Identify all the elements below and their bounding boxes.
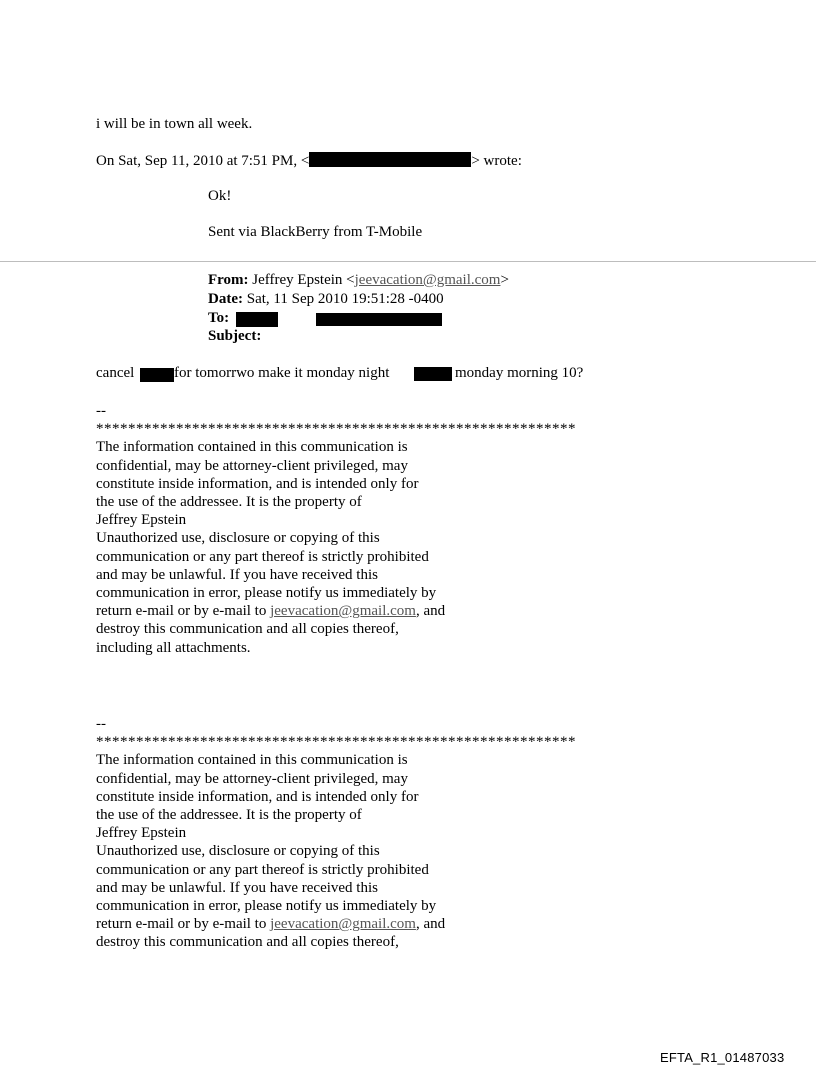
disclaimer-line: communication or any part thereof is strictly prohibited <box>96 861 429 878</box>
disclaimer-return-suffix: , and <box>415 916 446 933</box>
disclaimer-email-link[interactable]: jeevacation@gmail.com <box>270 603 416 620</box>
disclaimer-line: the use of the addressee. It is the property of <box>96 807 362 824</box>
disclaimer-line: and may be unlawful. If you have received this <box>96 879 378 896</box>
body-for-tomorrow: for tomorrwo make it monday night <box>174 365 390 381</box>
bates-number: EFTA_R1_01487033 <box>660 1050 785 1065</box>
disclaimer-stars: ************************************************************ <box>96 421 576 438</box>
disclaimer-return-prefix: return e-mail or by e-mail to <box>96 603 271 620</box>
from-label: From: <box>208 272 249 288</box>
quote-header-suffix: > wrote: <box>471 153 522 169</box>
disclaimer-email-link[interactable]: jeevacation@gmail.com <box>270 916 416 933</box>
disclaimer-line: confidential, may be attorney-client privileged, may <box>96 457 408 474</box>
quoted-ok: Ok! <box>208 188 232 204</box>
disclaimer-line: Unauthorized use, disclosure or copying of this <box>96 843 380 860</box>
from-close: > <box>500 272 509 288</box>
body-monday-morning: monday morning 10? <box>455 365 584 381</box>
header-date <box>208 291 444 308</box>
divider-line <box>0 261 816 262</box>
disclaimer-line: and may be unlawful. If you have received this <box>96 566 378 583</box>
disclaimer-stars: ************************************************************ <box>96 734 576 751</box>
from-email-link[interactable]: jeevacation@gmail.com <box>354 272 501 288</box>
disclaimer-line: confidential, may be attorney-client privileged, may <box>96 770 408 787</box>
reply-text: i will be in town all week. <box>96 116 253 132</box>
header-subject <box>208 328 261 345</box>
disclaimer-line: destroy this communication and all copies thereof, <box>96 934 399 951</box>
disclaimer-line: communication in error, please notify us immediately by <box>96 898 437 915</box>
date-value: Sat, 11 Sep 2010 19:51:28 -0400 <box>242 291 444 307</box>
disclaimer-line: The information contained in this communication is <box>96 439 408 456</box>
redaction-body-1 <box>140 368 174 382</box>
disclaimer-line: the use of the addressee. It is the property of <box>96 494 362 511</box>
disclaimer-line: constitute inside information, and is intended only for <box>96 788 419 805</box>
disclaimer-line: Unauthorized use, disclosure or copying of this <box>96 530 380 547</box>
disclaimer-block-1 <box>96 402 576 657</box>
redaction-to-1 <box>236 312 278 327</box>
disclaimer-line: including all attachments. <box>96 639 251 656</box>
redaction-sender-email <box>309 152 471 167</box>
disclaimer-line: Jeffrey Epstein <box>96 825 187 842</box>
body-cancel: cancel <box>96 365 135 381</box>
disclaimer-return-suffix: , and <box>415 603 446 620</box>
date-label: Date: <box>208 291 243 307</box>
disclaimer-line: constitute inside information, and is intended only for <box>96 475 419 492</box>
disclaimer-dashes: -- <box>96 716 106 732</box>
disclaimer-dashes: -- <box>96 403 106 419</box>
disclaimer-line: Jeffrey Epstein <box>96 512 187 529</box>
subject-label: Subject: <box>208 328 262 344</box>
quote-header <box>96 152 522 170</box>
redaction-body-2 <box>414 367 452 381</box>
disclaimer-line: communication or any part thereof is strictly prohibited <box>96 548 429 565</box>
quoted-sent-via: Sent via BlackBerry from T-Mobile <box>208 224 423 240</box>
disclaimer-line: The information contained in this communication is <box>96 752 408 769</box>
disclaimer-line: communication in error, please notify us immediately by <box>96 585 437 602</box>
header-from <box>208 272 509 289</box>
disclaimer-return-prefix: return e-mail or by e-mail to <box>96 916 271 933</box>
redaction-to-2 <box>316 313 442 326</box>
from-name: Jeffrey Epstein < <box>248 272 355 288</box>
to-label: To: <box>208 310 230 326</box>
disclaimer-block-2 <box>96 715 576 952</box>
disclaimer-line: destroy this communication and all copies thereof, <box>96 621 399 638</box>
quote-header-prefix: On Sat, Sep 11, 2010 at 7:51 PM, < <box>96 153 310 169</box>
header-to <box>208 310 229 327</box>
